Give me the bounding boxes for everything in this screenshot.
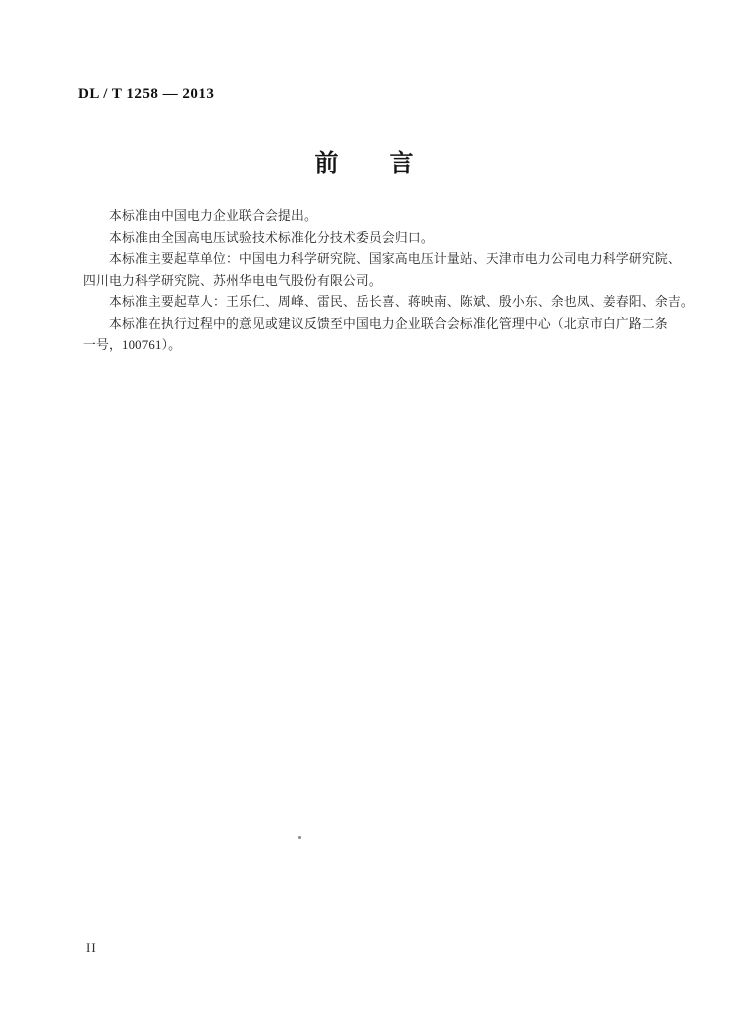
standard-number: DL / T 1258 — 2013	[78, 86, 215, 102]
paragraph-line-3: 本标准主要起草单位：中国电力科学研究院、国家高电压计量站、天津市电力公司电力科学研究院、	[109, 252, 681, 266]
paragraph-line-2: 本标准由全国高电压试验技术标准化分技术委员会归口。	[109, 230, 434, 245]
paragraph-line-7: 一号，100761）。	[83, 338, 182, 352]
scan-artifact-speck	[298, 836, 301, 839]
paragraph-line-5: 本标准主要起草人：王乐仁、周峰、雷民、岳长喜、蒋映南、陈斌、殷小东、余也凤、姜春阳、余吉。	[109, 295, 694, 309]
paragraph-line-1: 本标准由中国电力企业联合会提出。	[109, 209, 317, 223]
page-title: 前 言	[314, 151, 415, 177]
paragraph-line-4: 四川电力科学研究院、苏州华电电气股份有限公司。	[83, 273, 382, 288]
page-number: II	[86, 940, 97, 955]
foreword-body	[83, 206, 694, 357]
paragraph-line-6: 本标准在执行过程中的意见或建议反馈至中国电力企业联合会标准化管理中心（北京市白广路二条	[109, 316, 668, 331]
